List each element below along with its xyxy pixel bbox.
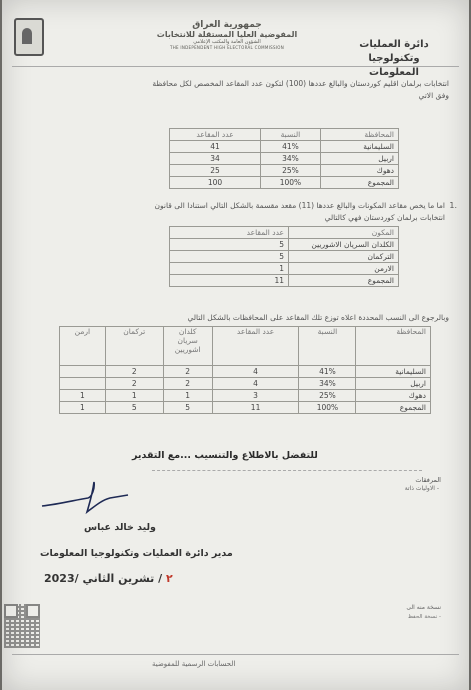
column-header: المحافظة [320,129,398,141]
table-row [170,153,399,165]
document-page [2,0,469,690]
commission-logo [152,20,302,50]
table-cell: 100% [299,402,356,414]
table-row [60,402,431,414]
department-title-line1: دائرة العمليات وتكنولوجيا [359,39,429,64]
table-cell: 25 [170,165,261,177]
table-row [60,378,431,390]
table-cell: 41% [299,366,356,378]
table-cell: 1 [105,390,163,402]
table-cell: 34% [261,153,321,165]
table-header-row [170,227,399,239]
column-header: ارمن [60,327,106,366]
table-cell: 25% [261,165,321,177]
distribution-table [59,326,431,414]
logo-country: جمهورية العراق [192,20,262,30]
table-cell: السليمانية [356,366,431,378]
table-row [170,165,399,177]
table-cell: التركمان [289,251,399,263]
closing-line: للتفضل بالاطلاع والتنسيب ...مع التقدير [132,450,318,461]
column-header: عدد المقاعد [170,129,261,141]
table-cell: 3 [212,390,299,402]
table-cell: 11 [212,402,299,414]
table-cell: المجموع [356,402,431,414]
column-header: المحافظة [356,327,431,366]
table-cell: 34 [170,153,261,165]
column-header: المكون [289,227,399,239]
table-row [170,141,399,153]
table-cell: دهوك [320,165,398,177]
copies-label: نسخة منه الى [406,604,441,611]
table-cell: 2 [105,378,163,390]
column-header: كلدان سريان اشوريين [163,327,212,366]
distribution-paragraph [19,312,449,324]
copies-item: - نسخة الحفظ [407,614,441,620]
list-number: 1. [449,201,457,210]
table-cell: 5 [105,402,163,414]
components-seats-table [169,226,399,287]
table-cell: 4 [212,366,299,378]
table-cell: 11 [170,275,289,287]
table-row [60,366,431,378]
intro-line2: وفق الاتي [418,91,449,100]
table-cell [60,378,106,390]
column-header: عدد المقاعد [170,227,289,239]
document-date [44,572,173,585]
components-line2: انتخابات برلمان كوردستان فهي كالتالي [324,213,445,222]
table-cell: الارمن [289,263,399,275]
table-cell: دهوك [356,390,431,402]
table-cell: 100% [261,177,321,189]
table-cell: المجموع [289,275,399,287]
table-cell: 2 [163,378,212,390]
table-header-row [170,129,399,141]
logo-english-name: THE INDEPENDENT HIGH ELECTORAL COMMISSION [169,45,285,50]
table-row [170,239,399,251]
table-cell: 100 [170,177,261,189]
table-cell: 1 [60,390,106,402]
column-header: النسبة [261,129,321,141]
table-cell: الكلدان السريان الاشوريين [289,239,399,251]
column-header: النسبة [299,327,356,366]
date-month-year: / تشرين الثاني /2023 [44,572,163,585]
table-row [170,177,399,189]
table-cell: اربيل [356,378,431,390]
footer-text: الحسابات الرسمية للمفوضية [152,660,236,668]
table-row [170,275,399,287]
table-cell: 1 [60,402,106,414]
handwritten-signature [40,478,130,516]
footer-divider [12,654,459,655]
table-cell: 5 [163,402,212,414]
table-header-row [60,327,431,366]
components-line1: اما ما يخص مقاعد المكونات والبالغ عددها (11) مقعد مقسمة بالشكل التالي استنادا الى قانون [154,201,445,210]
table-cell: اربيل [320,153,398,165]
attachments-divider [152,470,422,471]
date-day: ٢ [165,572,173,585]
table-cell: 25% [299,390,356,402]
intro-paragraph [19,78,449,102]
table-cell: 41 [170,141,261,153]
table-cell: 2 [105,366,163,378]
department-title [339,38,449,80]
table-cell: 1 [170,263,289,275]
table-cell [60,366,106,378]
table-cell: 1 [163,390,212,402]
logo-subtitle: الشؤون العامة والمكتب الإعلامي [193,39,261,45]
signer-name: وليد خالد عباس [84,522,156,533]
table-cell: 5 [170,239,289,251]
logo-commission-name: المفوضية العليا المستقلة للانتخابات [156,30,298,39]
attachments-item: - الاوليات ذاتة [404,485,439,492]
column-header: تركمان [105,327,163,366]
column-header: عدد المقاعد [212,327,299,366]
attachments-label: المرفقات [415,476,441,484]
qr-code-icon [4,604,40,648]
governorate-seats-table [169,128,399,189]
table-cell: 2 [163,366,212,378]
signer-title: مدير دائرة العمليات وتكنولوجيا المعلومات [40,548,233,559]
table-row [60,390,431,402]
table-cell: السليمانية [320,141,398,153]
department-title-line2: المعلومات [369,67,419,78]
table-cell: المجموع [320,177,398,189]
table-cell: 4 [212,378,299,390]
logo-emblem-icon [14,18,44,56]
components-paragraph [15,200,445,224]
distribution-line1: وبالرجوع الى النسب المحددة اعلاه توزع تلك المقاعد على المحافظات بالشكل التالي [187,313,449,322]
header-divider [12,66,459,67]
table-row [170,263,399,275]
intro-line1: انتخابات برلمان اقليم كوردستان والبالغ عددها (100) لتكون عدد المقاعد المخصص لكل محافظة [152,79,449,88]
table-row [170,251,399,263]
table-cell: 34% [299,378,356,390]
table-cell: 5 [170,251,289,263]
table-cell: 41% [261,141,321,153]
